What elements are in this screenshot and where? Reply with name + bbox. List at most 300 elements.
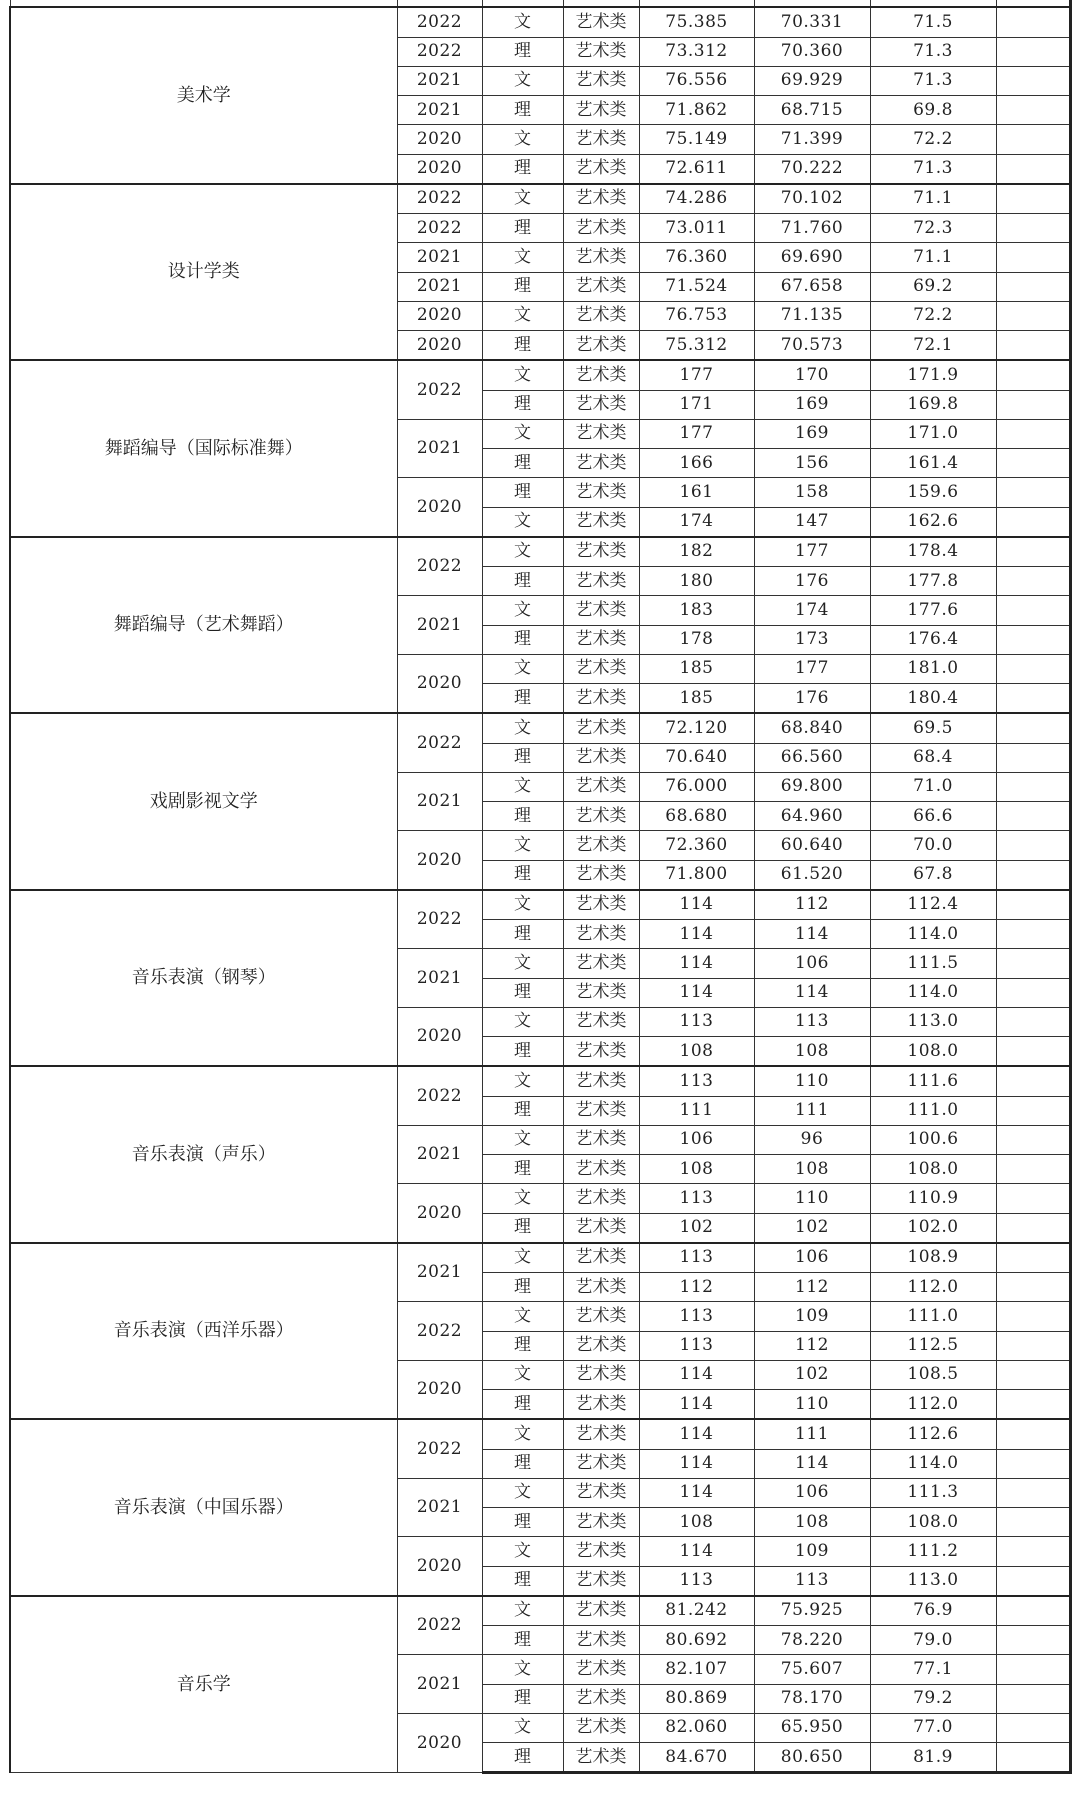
subject-type-cell: 理: [482, 331, 563, 361]
max-score-cell: 76.000: [639, 772, 754, 801]
category-cell: 艺术类: [563, 243, 639, 272]
min-score-cell: 156: [754, 449, 870, 478]
avg-score-cell: 113.0: [870, 1007, 996, 1036]
category-cell: 艺术类: [563, 66, 639, 95]
subject-type-cell: 文: [482, 713, 563, 743]
max-score-cell: 75.385: [639, 7, 754, 37]
subject-type-cell: 文: [482, 831, 563, 860]
min-score-cell: 75.607: [754, 1655, 870, 1684]
max-score-cell: 80.869: [639, 1684, 754, 1713]
subject-type-cell: 理: [482, 978, 563, 1007]
note-cell: [996, 1066, 1070, 1096]
min-score-cell: 108: [754, 1037, 870, 1067]
min-score-cell: 111: [754, 1419, 870, 1449]
min-score-cell: 75.925: [754, 1596, 870, 1626]
year-cell: 2021: [397, 243, 482, 272]
year-cell: 2020: [397, 1713, 482, 1773]
avg-score-cell: 111.6: [870, 1066, 996, 1096]
category-cell: 艺术类: [563, 7, 639, 37]
note-cell: [996, 7, 1070, 37]
subject-type-cell: 文: [482, 596, 563, 625]
avg-score-cell: 71.0: [870, 772, 996, 801]
year-cell: 2022: [397, 214, 482, 243]
year-cell: 2020: [397, 478, 482, 537]
category-cell: 艺术类: [563, 1566, 639, 1596]
avg-score-cell: 108.5: [870, 1360, 996, 1389]
year-cell: 2020: [397, 1184, 482, 1243]
subject-type-cell: 文: [482, 1478, 563, 1507]
min-score-cell: 177: [754, 654, 870, 683]
category-cell: 艺术类: [563, 1360, 639, 1389]
avg-score-cell: 180.4: [870, 684, 996, 714]
avg-score-cell: 72.2: [870, 125, 996, 154]
min-score-cell: 66.560: [754, 743, 870, 772]
avg-score-cell: 79.2: [870, 1684, 996, 1713]
min-score-cell: 68.840: [754, 713, 870, 743]
subject-type-cell: 理: [482, 567, 563, 596]
avg-score-cell: 102.0: [870, 1213, 996, 1243]
max-score-cell: 75.312: [639, 331, 754, 361]
table-row: [10, 1066, 1070, 1096]
year-cell: 2020: [397, 654, 482, 713]
avg-score-cell: 79.0: [870, 1626, 996, 1655]
max-score-cell: 174: [639, 507, 754, 537]
category-cell: 艺术类: [563, 507, 639, 537]
note-cell: [996, 978, 1070, 1007]
avg-score-cell: 171.0: [870, 419, 996, 448]
table-row: [10, 184, 1070, 214]
category-cell: 艺术类: [563, 949, 639, 978]
max-score-cell: 114: [639, 920, 754, 949]
max-score-cell: 71.800: [639, 860, 754, 890]
note-cell: [996, 1713, 1070, 1742]
max-score-cell: 180: [639, 567, 754, 596]
max-score-cell: 114: [639, 978, 754, 1007]
min-score-cell: 113: [754, 1566, 870, 1596]
min-score-cell: 70.331: [754, 7, 870, 37]
year-cell: 2021: [397, 1125, 482, 1184]
year-cell: 2021: [397, 272, 482, 301]
category-cell: 艺术类: [563, 184, 639, 214]
min-score-cell: 69.929: [754, 66, 870, 95]
min-score-cell: 69.690: [754, 243, 870, 272]
major-cell: 音乐表演（中国乐器）: [10, 1419, 397, 1596]
note-cell: [996, 920, 1070, 949]
category-cell: 艺术类: [563, 1273, 639, 1302]
max-score-cell: 185: [639, 684, 754, 714]
min-score-cell: 64.960: [754, 802, 870, 831]
avg-score-cell: 66.6: [870, 802, 996, 831]
min-score-cell: 173: [754, 625, 870, 654]
avg-score-cell: 77.1: [870, 1655, 996, 1684]
category-cell: 艺术类: [563, 567, 639, 596]
note-cell: [996, 1478, 1070, 1507]
subject-type-cell: 理: [482, 860, 563, 890]
year-cell: 2022: [397, 37, 482, 66]
note-cell: [996, 272, 1070, 301]
avg-score-cell: 112.0: [870, 1390, 996, 1420]
note-cell: [996, 1626, 1070, 1655]
note-cell: [996, 831, 1070, 860]
max-score-cell: 72.360: [639, 831, 754, 860]
subject-type-cell: 理: [482, 478, 563, 507]
avg-score-cell: 71.5: [870, 7, 996, 37]
min-score-cell: 106: [754, 1243, 870, 1273]
min-score-cell: 169: [754, 390, 870, 419]
max-score-cell: 113: [639, 1243, 754, 1273]
min-score-cell: 71.760: [754, 214, 870, 243]
category-cell: 艺术类: [563, 802, 639, 831]
note-cell: [996, 1302, 1070, 1331]
avg-score-cell: 111.2: [870, 1537, 996, 1566]
category-cell: 艺术类: [563, 1713, 639, 1742]
avg-score-cell: 71.3: [870, 154, 996, 184]
min-score-cell: 70.360: [754, 37, 870, 66]
note-cell: [996, 1155, 1070, 1184]
subject-type-cell: 文: [482, 1537, 563, 1566]
min-score-cell: 169: [754, 419, 870, 448]
avg-score-cell: 72.1: [870, 331, 996, 361]
note-cell: [996, 890, 1070, 920]
subject-type-cell: 文: [482, 1066, 563, 1096]
note-cell: [996, 1125, 1070, 1154]
subject-type-cell: 文: [482, 184, 563, 214]
category-cell: 艺术类: [563, 478, 639, 507]
avg-score-cell: 177.8: [870, 567, 996, 596]
avg-score-cell: 111.0: [870, 1096, 996, 1125]
major-cell: 美术学: [10, 7, 397, 184]
subject-type-cell: 理: [482, 1390, 563, 1420]
min-score-cell: 106: [754, 1478, 870, 1507]
category-cell: 艺术类: [563, 625, 639, 654]
subject-type-cell: 文: [482, 1360, 563, 1389]
year-cell: 2022: [397, 1419, 482, 1478]
category-cell: 艺术类: [563, 860, 639, 890]
max-score-cell: 70.640: [639, 743, 754, 772]
subject-type-cell: 文: [482, 654, 563, 683]
note-cell: [996, 1184, 1070, 1213]
note-cell: [996, 37, 1070, 66]
subject-type-cell: 文: [482, 125, 563, 154]
year-cell: 2021: [397, 596, 482, 655]
avg-score-cell: 69.8: [870, 96, 996, 125]
max-score-cell: 76.360: [639, 243, 754, 272]
min-score-cell: 80.650: [754, 1743, 870, 1773]
min-score-cell: 70.102: [754, 184, 870, 214]
max-score-cell: [639, 0, 754, 7]
note-cell: [996, 1566, 1070, 1596]
max-score-cell: 82.107: [639, 1655, 754, 1684]
max-score-cell: 113: [639, 1184, 754, 1213]
category-cell: 艺术类: [563, 1037, 639, 1067]
major-cell: 舞蹈编导（国际标准舞）: [10, 360, 397, 537]
min-score-cell: 112: [754, 1273, 870, 1302]
subject-type-cell: 文: [482, 1596, 563, 1626]
min-score-cell: 67.658: [754, 272, 870, 301]
max-score-cell: 76.556: [639, 66, 754, 95]
subject-type-cell: 理: [482, 1684, 563, 1713]
subject-type-cell: 文: [482, 243, 563, 272]
max-score-cell: 84.670: [639, 1743, 754, 1773]
major-cell: 音乐表演（西洋乐器）: [10, 1243, 397, 1420]
min-score-cell: 174: [754, 596, 870, 625]
note-cell: [996, 1508, 1070, 1537]
min-score-cell: 114: [754, 1449, 870, 1478]
avg-score-cell: 71.1: [870, 243, 996, 272]
subject-type-cell: 理: [482, 684, 563, 714]
max-score-cell: 178: [639, 625, 754, 654]
subject-type-cell: 文: [482, 419, 563, 448]
year-cell: 2021: [397, 949, 482, 1008]
major-cell: 舞蹈编导（艺术舞蹈）: [10, 537, 397, 714]
note-cell: [996, 1096, 1070, 1125]
avg-score-cell: 176.4: [870, 625, 996, 654]
year-cell: 2020: [397, 154, 482, 184]
year-cell: 2022: [397, 1596, 482, 1655]
max-score-cell: 114: [639, 1537, 754, 1566]
max-score-cell: 114: [639, 1478, 754, 1507]
subject-type-cell: [482, 0, 563, 7]
max-score-cell: 73.011: [639, 214, 754, 243]
year-cell: 2021: [397, 419, 482, 478]
min-score-cell: 111: [754, 1096, 870, 1125]
note-cell: [996, 567, 1070, 596]
category-cell: 艺术类: [563, 1596, 639, 1626]
avg-score-cell: 71.3: [870, 37, 996, 66]
min-score-cell: 78.220: [754, 1626, 870, 1655]
min-score-cell: 102: [754, 1360, 870, 1389]
subject-type-cell: 理: [482, 1626, 563, 1655]
note-cell: [996, 360, 1070, 390]
subject-type-cell: 理: [482, 1743, 563, 1773]
avg-score-cell: 71.1: [870, 184, 996, 214]
note-cell: [996, 214, 1070, 243]
subject-type-cell: 理: [482, 1449, 563, 1478]
min-score-cell: 69.800: [754, 772, 870, 801]
year-cell: 2020: [397, 831, 482, 890]
max-score-cell: 73.312: [639, 37, 754, 66]
table-row: [10, 360, 1070, 390]
avg-score-cell: 68.4: [870, 743, 996, 772]
min-score-cell: 102: [754, 1213, 870, 1243]
max-score-cell: 114: [639, 890, 754, 920]
note-cell: [996, 949, 1070, 978]
table-row: [10, 1596, 1070, 1626]
year-cell: 2020: [397, 1007, 482, 1066]
category-cell: 艺术类: [563, 360, 639, 390]
min-score-cell: 60.640: [754, 831, 870, 860]
max-score-cell: 108: [639, 1155, 754, 1184]
max-score-cell: 75.149: [639, 125, 754, 154]
subject-type-cell: 理: [482, 1508, 563, 1537]
avg-score-cell: 69.5: [870, 713, 996, 743]
subject-type-cell: 理: [482, 449, 563, 478]
category-cell: 艺术类: [563, 390, 639, 419]
note-cell: [996, 596, 1070, 625]
subject-type-cell: 文: [482, 537, 563, 567]
avg-score-cell: 72.3: [870, 214, 996, 243]
max-score-cell: 113: [639, 1566, 754, 1596]
max-score-cell: 114: [639, 1419, 754, 1449]
max-score-cell: 114: [639, 949, 754, 978]
category-cell: 艺术类: [563, 654, 639, 683]
min-score-cell: 176: [754, 567, 870, 596]
subject-type-cell: 理: [482, 802, 563, 831]
category-cell: 艺术类: [563, 449, 639, 478]
max-score-cell: 113: [639, 1302, 754, 1331]
category-cell: 艺术类: [563, 1449, 639, 1478]
subject-type-cell: 理: [482, 1213, 563, 1243]
max-score-cell: 108: [639, 1037, 754, 1067]
avg-score-cell: 114.0: [870, 978, 996, 1007]
note-cell: [996, 449, 1070, 478]
category-cell: 艺术类: [563, 1478, 639, 1507]
major-cell: 音乐表演（钢琴）: [10, 890, 397, 1067]
avg-score-cell: 159.6: [870, 478, 996, 507]
note-cell: [996, 1213, 1070, 1243]
max-score-cell: 111: [639, 1096, 754, 1125]
note-cell: [996, 478, 1070, 507]
avg-score-cell: 111.0: [870, 1302, 996, 1331]
max-score-cell: 108: [639, 1508, 754, 1537]
avg-score-cell: 108.0: [870, 1155, 996, 1184]
subject-type-cell: 文: [482, 1419, 563, 1449]
note-cell: [996, 1449, 1070, 1478]
max-score-cell: 106: [639, 1125, 754, 1154]
note-cell: [996, 684, 1070, 714]
year-cell: 2021: [397, 772, 482, 831]
note-cell: [996, 1037, 1070, 1067]
max-score-cell: 102: [639, 1213, 754, 1243]
table-row: [10, 1419, 1070, 1449]
subject-type-cell: 文: [482, 7, 563, 37]
max-score-cell: 113: [639, 1331, 754, 1360]
max-score-cell: 161: [639, 478, 754, 507]
avg-score-cell: 100.6: [870, 1125, 996, 1154]
major-cell: 音乐表演（声乐）: [10, 1066, 397, 1243]
year-cell: 2020: [397, 1360, 482, 1419]
min-score-cell: 78.170: [754, 1684, 870, 1713]
subject-type-cell: 文: [482, 1243, 563, 1273]
min-score-cell: 110: [754, 1184, 870, 1213]
note-cell: [996, 1331, 1070, 1360]
admission-scores-sheet: [9, 0, 1069, 1774]
note-cell: [996, 1007, 1070, 1036]
year-cell: [397, 0, 482, 7]
category-cell: 艺术类: [563, 1684, 639, 1713]
category-cell: 艺术类: [563, 1213, 639, 1243]
category-cell: 艺术类: [563, 537, 639, 567]
max-score-cell: 185: [639, 654, 754, 683]
max-score-cell: 76.753: [639, 301, 754, 330]
min-score-cell: 114: [754, 920, 870, 949]
category-cell: 艺术类: [563, 1419, 639, 1449]
subject-type-cell: 文: [482, 507, 563, 537]
note-cell: [996, 1537, 1070, 1566]
note-cell: [996, 713, 1070, 743]
note-cell: [996, 743, 1070, 772]
note-cell: [996, 1273, 1070, 1302]
subject-type-cell: 理: [482, 390, 563, 419]
subject-type-cell: 文: [482, 772, 563, 801]
category-cell: 艺术类: [563, 1626, 639, 1655]
year-cell: 2022: [397, 360, 482, 419]
avg-score-cell: 112.5: [870, 1331, 996, 1360]
category-cell: 艺术类: [563, 890, 639, 920]
category-cell: 艺术类: [563, 154, 639, 184]
subject-type-cell: 理: [482, 1566, 563, 1596]
major-cell: 戏剧影视文学: [10, 713, 397, 890]
subject-type-cell: 理: [482, 1155, 563, 1184]
category-cell: 艺术类: [563, 1331, 639, 1360]
category-cell: 艺术类: [563, 831, 639, 860]
avg-score-cell: 108.0: [870, 1508, 996, 1537]
note-cell: [996, 625, 1070, 654]
subject-type-cell: 理: [482, 37, 563, 66]
note-cell: [996, 1596, 1070, 1626]
avg-score-cell: 112.0: [870, 1273, 996, 1302]
subject-type-cell: 理: [482, 272, 563, 301]
category-cell: [563, 0, 639, 7]
min-score-cell: 176: [754, 684, 870, 714]
subject-type-cell: 理: [482, 1273, 563, 1302]
min-score-cell: 65.950: [754, 1713, 870, 1742]
note-cell: [996, 301, 1070, 330]
avg-score-cell: 108.9: [870, 1243, 996, 1273]
avg-score-cell: 162.6: [870, 507, 996, 537]
min-score-cell: 71.399: [754, 125, 870, 154]
category-cell: 艺术类: [563, 1390, 639, 1420]
avg-score-cell: 161.4: [870, 449, 996, 478]
table-row: [10, 713, 1070, 743]
avg-score-cell: 110.9: [870, 1184, 996, 1213]
subject-type-cell: 文: [482, 360, 563, 390]
min-score-cell: [754, 0, 870, 7]
avg-score-cell: 67.8: [870, 860, 996, 890]
year-cell: 2020: [397, 1537, 482, 1596]
category-cell: 艺术类: [563, 920, 639, 949]
note-cell: [996, 154, 1070, 184]
max-score-cell: 113: [639, 1007, 754, 1036]
avg-score-cell: 71.3: [870, 66, 996, 95]
max-score-cell: 71.862: [639, 96, 754, 125]
avg-score-cell: 69.2: [870, 272, 996, 301]
table-row: [10, 7, 1070, 37]
scores-table: [9, 0, 1072, 1774]
clipped-table-row: [10, 0, 1070, 7]
min-score-cell: 114: [754, 978, 870, 1007]
subject-type-cell: 文: [482, 1655, 563, 1684]
min-score-cell: 70.573: [754, 331, 870, 361]
min-score-cell: 96: [754, 1125, 870, 1154]
category-cell: 艺术类: [563, 1243, 639, 1273]
avg-score-cell: 178.4: [870, 537, 996, 567]
note-cell: [996, 243, 1070, 272]
max-score-cell: 71.524: [639, 272, 754, 301]
min-score-cell: 71.135: [754, 301, 870, 330]
subject-type-cell: 文: [482, 1184, 563, 1213]
min-score-cell: 112: [754, 890, 870, 920]
category-cell: 艺术类: [563, 1066, 639, 1096]
note-cell: [996, 1419, 1070, 1449]
year-cell: 2021: [397, 1243, 482, 1302]
category-cell: 艺术类: [563, 596, 639, 625]
min-score-cell: 147: [754, 507, 870, 537]
avg-score-cell: 111.5: [870, 949, 996, 978]
category-cell: 艺术类: [563, 301, 639, 330]
table-row: [10, 537, 1070, 567]
category-cell: 艺术类: [563, 272, 639, 301]
